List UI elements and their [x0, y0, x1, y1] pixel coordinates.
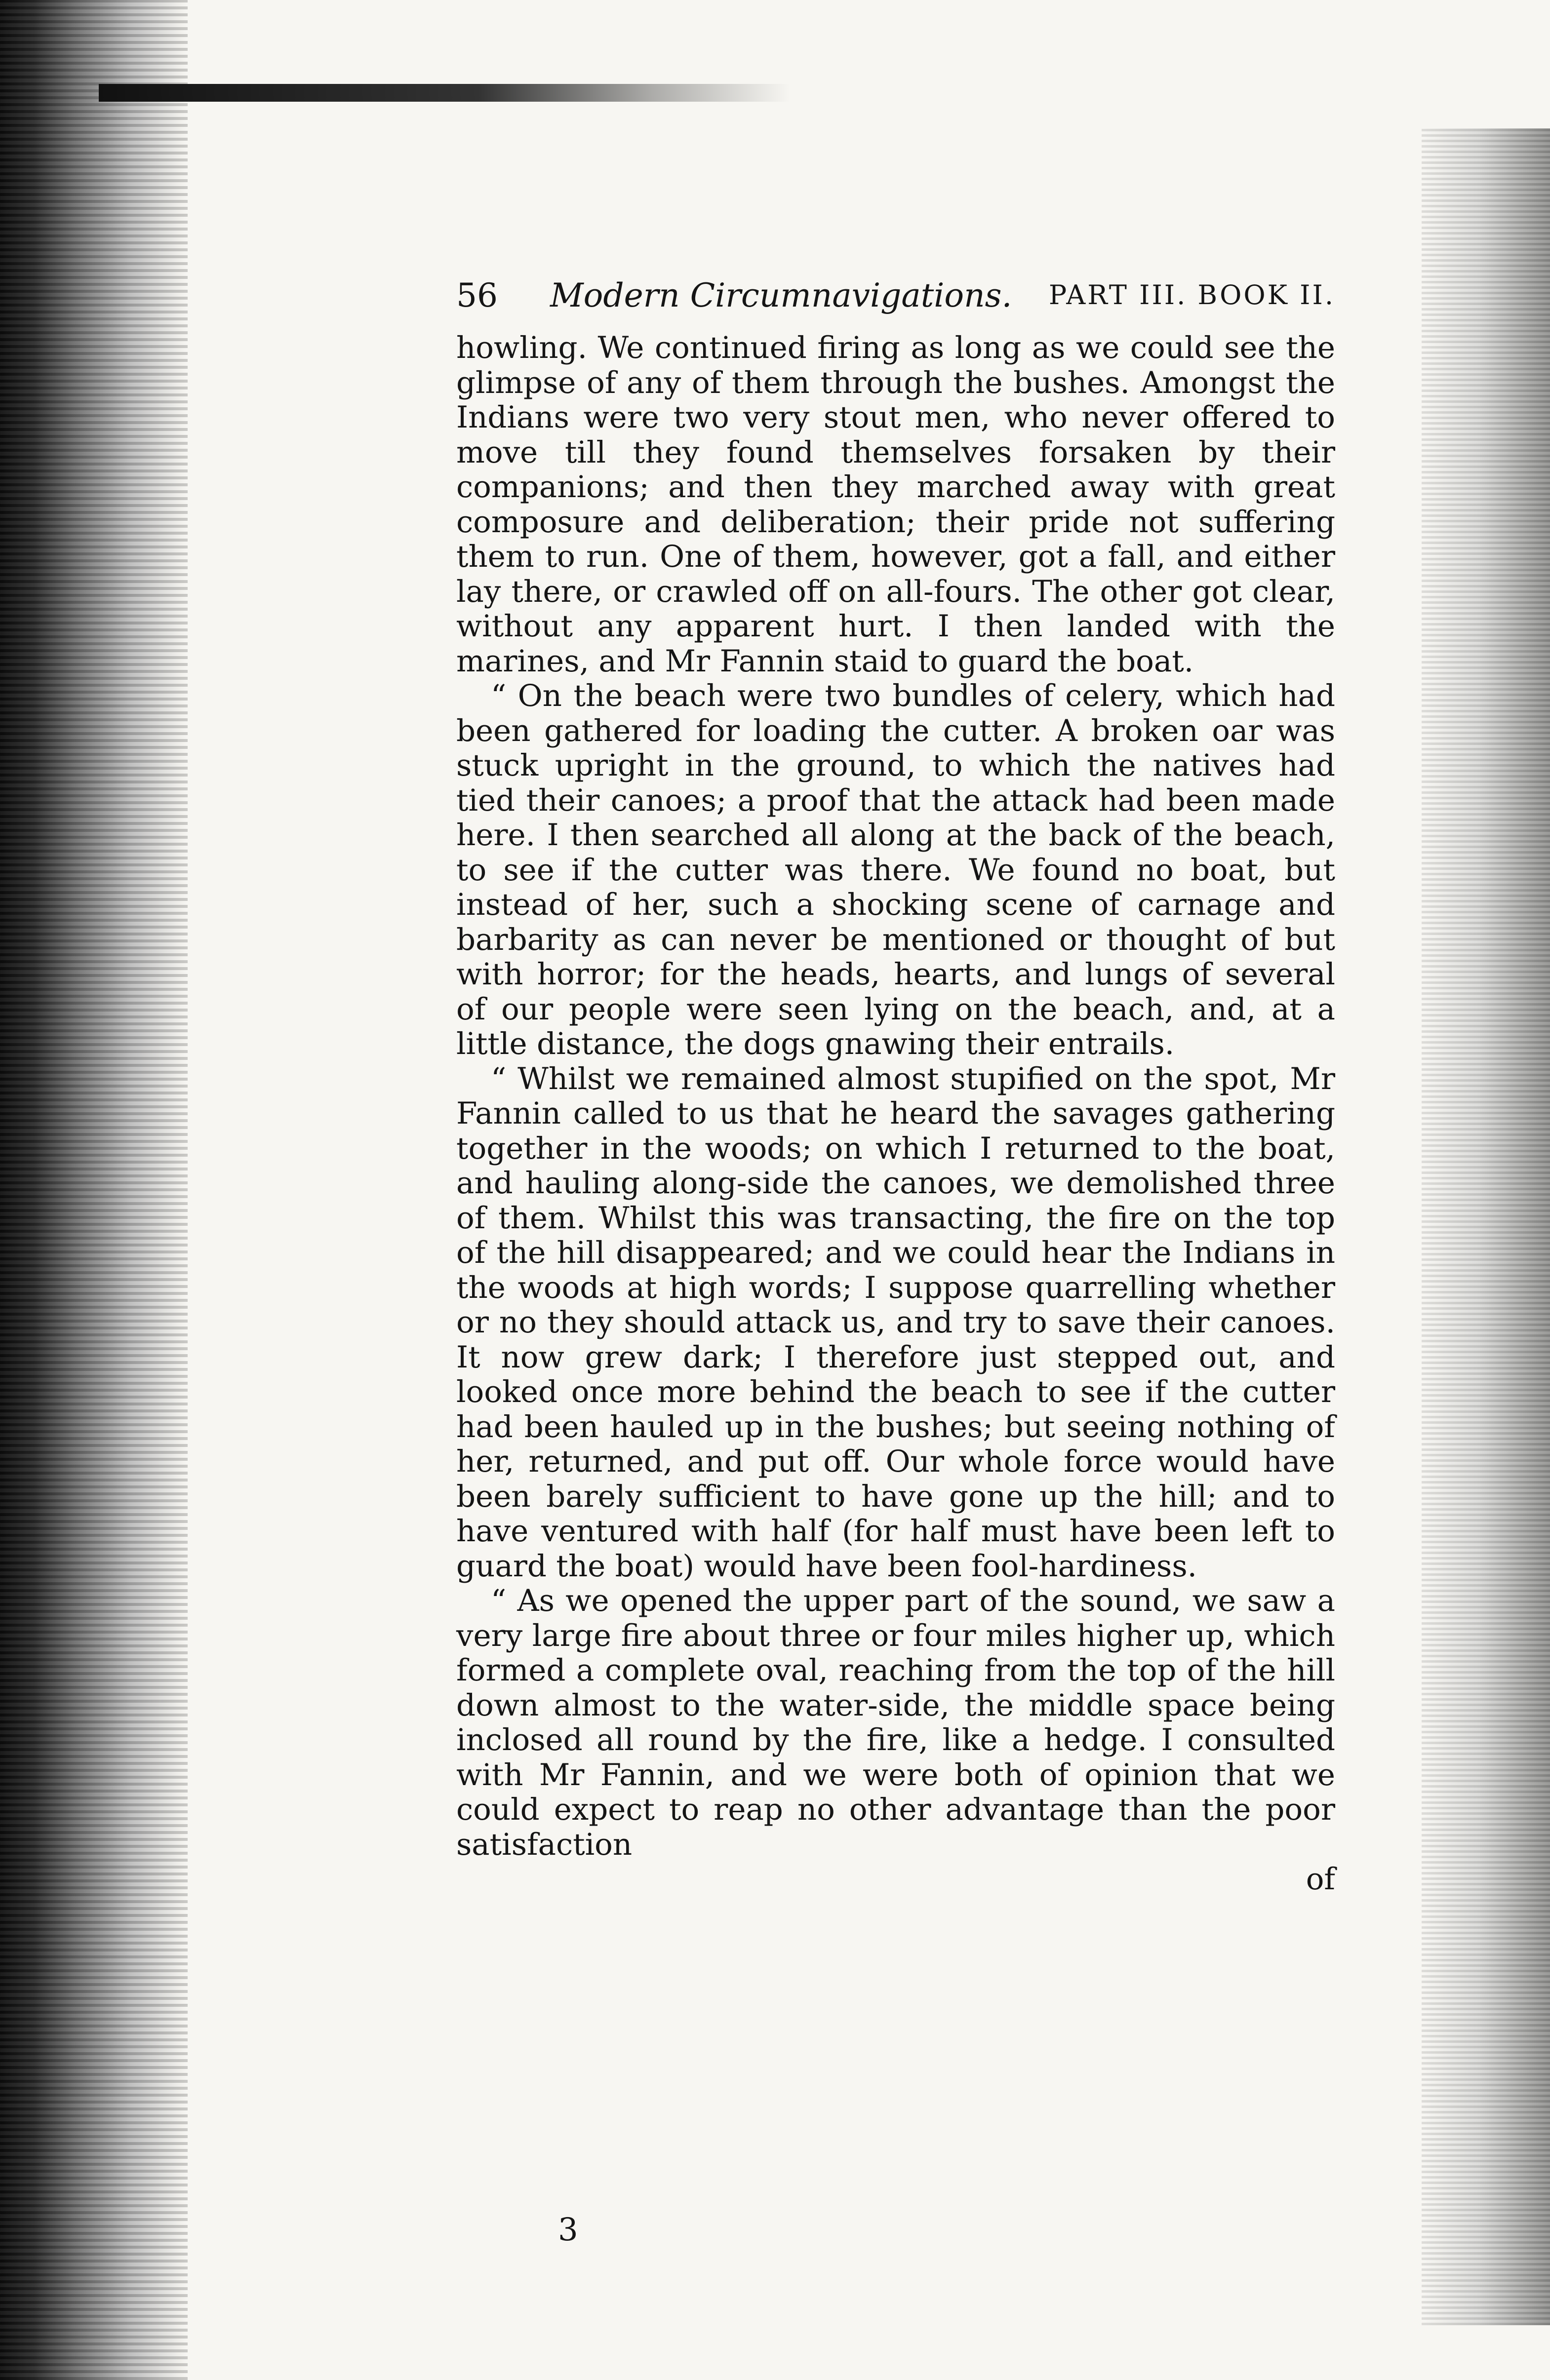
paragraph-1: howling. We continued firing as long as we could see the glimpse of any of them through the bushes. Amongst the Indians were two very stout men, who never offered to move till they found themselves forsaken by their companions; and then they marched away with great composure and deliberation; their pride not suffering them to run. One of them, however, got a fall, and either lay there, or crawled off on all-fours. The other got clear, without any apparent hurt. I then landed with the marines, and Mr Fannin staid to guard the boat.: [456, 330, 1335, 679]
paragraph-4: “ As we opened the upper part of the sound, we saw a very large fire about three or four miles higher up, which formed a complete oval, reaching from the top of the hill down almost to the water-side, the middle space being inclosed all round by the fire, like a hedge. I consulted with Mr Fannin, and we were both of opinion that we could expect to reap no other advantage than the poor satisfaction: [456, 1583, 1335, 1862]
part-book-label: PART III. BOOK II.: [1048, 279, 1335, 311]
scan-right-edge: [1422, 128, 1550, 2325]
catchword: of: [1306, 1862, 1335, 1897]
page-number: 56: [456, 276, 498, 314]
paragraph-2: “ On the beach were two bundles of celery, which had been gathered for loading the cutter. A broken oar was stuck upright in the ground, to which the natives had tied their canoes; a proof that the attack had been made here. I then searched all along at the back of the beach, to see if the cutter was there. We found no boat, but instead of her, such a shocking scene of carnage and barbarity as can never be mentioned or thought of but with horror; for the heads, hearts, and lungs of several of our people were seen lying on the beach, and, at a little distance, the dogs gnawing their entrails.: [456, 678, 1335, 1061]
body-text: [456, 331, 1335, 1862]
paragraph-3: “ Whilst we remained almost stupified on the spot, Mr Fannin called to us that he heard the savages gathering together in the woods; on which I returned to the boat, and hauling along-side the canoes, we demolished three of them. Whilst this was transacting, the fire on the top of the hill disappeared; and we could hear the Indians in the woods at high words; I suppose quarrelling whether or no they should attack us, and try to save their canoes. It now grew dark; I therefore just stepped out, and looked once more behind the beach to see if the cutter had been hauled up in the bushes; but seeing nothing of her, returned, and put off. Our whole force would have been barely sufficient to have gone up the hill; and to have ventured with half (for half must have been left to guard the boat) would have been fool-hardiness.: [456, 1061, 1335, 1584]
scan-top-edge: [99, 84, 790, 102]
book-page: [456, 276, 1335, 1897]
running-head: [456, 276, 1335, 321]
binding-shadow: [0, 0, 188, 2380]
signature-mark: 3: [558, 2212, 578, 2248]
running-title: Modern Circumnavigations.: [550, 276, 1012, 314]
